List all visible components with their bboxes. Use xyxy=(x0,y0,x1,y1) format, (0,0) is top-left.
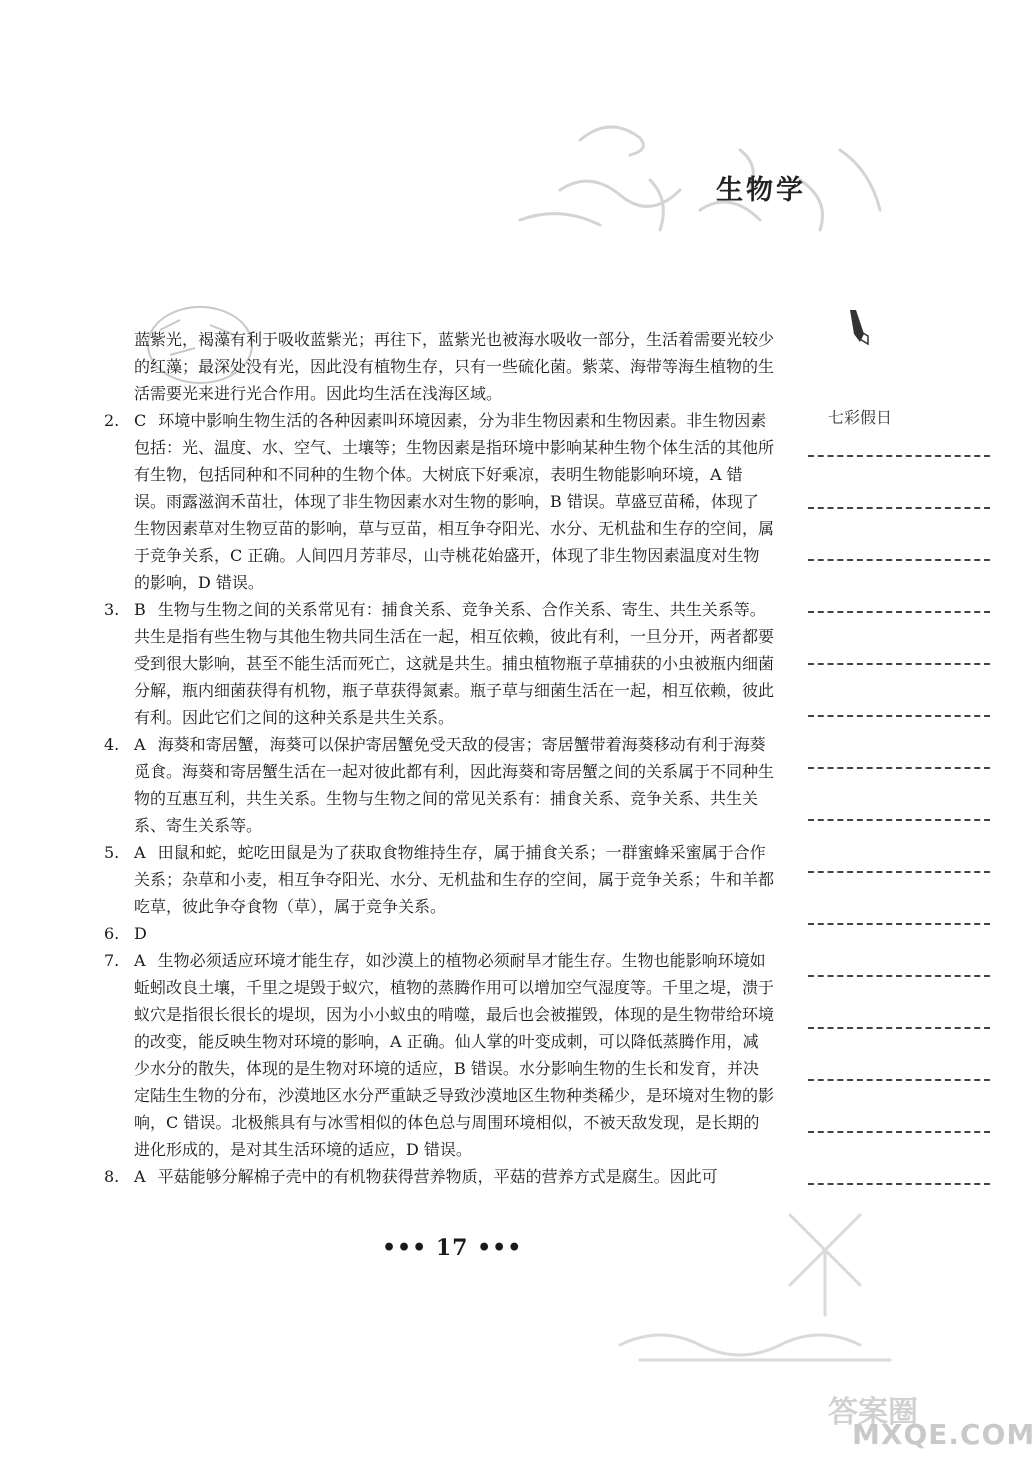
page-number: ••• 17 ••• xyxy=(382,1235,523,1261)
note-line xyxy=(808,1079,990,1081)
note-line xyxy=(808,611,990,613)
note-line xyxy=(808,1131,990,1133)
note-line xyxy=(808,1027,990,1029)
answer-item xyxy=(104,407,774,596)
note-line xyxy=(808,871,990,873)
paragraph-continuation: 蓝紫光，褐藻有利于吸收蓝紫光；再往下，蓝紫光也被海水吸收一部分，生活着需要光较少的红藻；最深处没有光，因此没有植物生存，只有一些硫化菌。紫菜、海带等海生植物的生活需要光来进行光合作用。因此均生活在浅海区域。 xyxy=(134,330,775,403)
note-line xyxy=(808,975,990,977)
note-line xyxy=(808,559,990,561)
question-number: 5. xyxy=(104,843,120,862)
note-line xyxy=(808,767,990,769)
answer-letter: C xyxy=(134,411,147,430)
question-number: 4. xyxy=(104,735,120,754)
header-decoration xyxy=(500,110,900,250)
pen-icon xyxy=(846,308,872,346)
note-line xyxy=(808,819,990,821)
explanation-text: 生物必须适应环境才能生存，如沙漠上的植物必须耐旱才能生存。生物也能影响环境如蚯蚓改良土壤，千里之堤毁于蚁穴，植物的蒸腾作用可以增加空气湿度等。千里之堤，溃于蚁穴是指很长很长的堤坝，因为小小蚁虫的啃噬，最后也会被摧毁，体现的是生物带给环境的改变，能反映生物对环境的影响，A 正确。仙人掌的叶变成刺，可以降低蒸腾作用，减少水分的散失，体现的是生物对环境的适应，B 错误。水分影响生物的生长和发育，并决定陆生生物的分布，沙漠地区水分严重缺乏导致沙漠地区生物种类稀少，是环境对生物的影响，C 错误。北极熊具有与冰雪相似的体色总与周围环境相似，不被天敌发现，是长期的进化形成的，是对其生活环境的适应，D 错误。 xyxy=(134,951,775,1159)
answer-item xyxy=(104,596,774,731)
note-line xyxy=(808,715,990,717)
question-number: 2. xyxy=(104,411,120,430)
explanation-text: 海葵和寄居蟹，海葵可以保护寄居蟹免受天敌的侵害；寄居蟹带着海葵移动有利于海葵觅食。海葵和寄居蟹生活在一起对彼此都有利，因此海葵和寄居蟹之间的关系属于不同种生物的互惠互利，共生关系。生物与生物之间的常见关系有：捕食关系、竞争关系、共生关系、寄生关系等。 xyxy=(134,735,775,835)
answer-letter: D xyxy=(134,924,147,943)
footer-decoration xyxy=(560,1195,940,1375)
question-number: 6. xyxy=(104,924,120,943)
notes-sidebar xyxy=(800,300,996,1240)
answer-letter: B xyxy=(134,600,146,619)
answer-explanations xyxy=(104,326,774,1190)
explanation-text: 平菇能够分解棉子壳中的有机物获得营养物质，平菇的营养方式是腐生。因此可 xyxy=(157,1167,718,1186)
explanation-text: 田鼠和蛇，蛇吃田鼠是为了获取食物维持生存，属于捕食关系；一群蜜蜂采蜜属于合作关系；杂草和小麦，相互争夺阳光、水分、无机盐和生存的空间，属于竞争关系；牛和羊都吃草，彼此争夺食物（草），属于竞争关系。 xyxy=(134,843,775,916)
explanation-text: 生物与生物之间的关系常见有：捕食关系、竞争关系、合作关系、寄生、共生关系等。共生是指有些生物与其他生物共同生活在一起，相互依赖，彼此有利，一旦分开，两者都要受到很大影响，甚至不能生活而死亡，这就是共生。捕虫植物瓶子草捕获的小虫被瓶内细菌分解，瓶内细菌获得有机物，瓶子草获得氮素。瓶子草与细菌生活在一起，相互依赖，彼此有利。因此它们之间的这种关系是共生关系。 xyxy=(134,600,775,727)
note-line xyxy=(808,455,990,457)
answer-letter: A xyxy=(134,951,146,970)
note-line xyxy=(808,663,990,665)
answer-letter: A xyxy=(134,735,146,754)
answer-item xyxy=(104,731,774,839)
answer-letter: A xyxy=(134,843,146,862)
question-number: 3. xyxy=(104,600,120,619)
watermark-text: MXQE.COM xyxy=(852,1418,1035,1451)
note-line xyxy=(808,923,990,925)
question-number: 7. xyxy=(104,951,120,970)
answer-item xyxy=(104,947,774,1163)
explanation-text: 环境中影响生物生活的各种因素叫环境因素，分为非生物因素和生物因素。非生物因素包括：光、温度、水、空气、土壤等；生物因素是指环境中影响某种生物个体生活的其他所有生物，包括同种和不同种的生物个体。大树底下好乘凉，表明生物能影响环境，A 错误。雨露滋润禾苗壮，体现了非生物因素水对生物的影响，B 错误。草盛豆苗稀，体现了生物因素草对生物豆苗的影响，草与豆苗，相互争夺阳光、水分、无机盐和生存的空间，属于竞争关系，C 正确。人间四月芳菲尽，山寺桃花始盛开，体现了非生物因素温度对生物的影响，D 错误。 xyxy=(134,411,775,592)
note-line xyxy=(808,507,990,509)
answer-letter: A xyxy=(134,1167,146,1186)
question-number: 8. xyxy=(104,1167,120,1186)
note-line xyxy=(808,1183,990,1185)
answer-item xyxy=(104,920,774,947)
watermark-logo-text: 答案圈 xyxy=(828,1395,918,1430)
answer-item xyxy=(104,1163,774,1190)
subject-title: 生物学 xyxy=(716,175,806,206)
sidebar-label: 七彩假日 xyxy=(828,408,893,427)
answer-item xyxy=(104,839,774,920)
